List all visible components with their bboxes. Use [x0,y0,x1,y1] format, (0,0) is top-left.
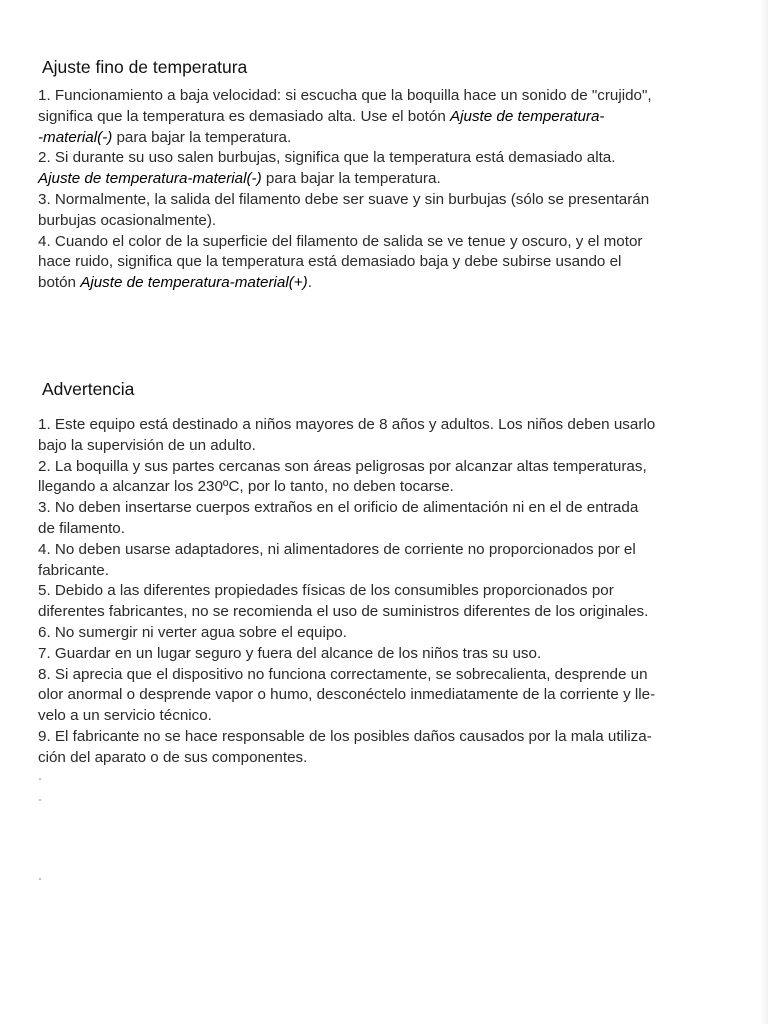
text-run: 1. Este equipo está destinado a niños mayores de 8 años y adultos. Los niños deben usarlo [38,416,656,433]
text-line [38,685,754,706]
text-run: velo a un servicio técnico. [38,707,212,725]
warning-heading: Advertencia [42,379,135,399]
text-run: ción del aparato o de sus componentes. [38,748,308,766]
text-line [38,86,754,107]
text-line [38,727,754,748]
text-line [38,748,754,769]
text-line [38,273,754,294]
scan-speck [39,878,41,880]
text-line [38,519,754,540]
text-run: hace ruido, significa que la temperatura está demasiado baja y debe subirse usando el [38,253,622,271]
text-run: bajo la supervisión de un adulto. [38,436,256,454]
text-run: 3. Normalmente, la salida del filamento debe ser suave y sin burbujas (sólo se presentarán [38,190,650,208]
scan-speck [39,799,41,801]
text-run: 5. Debido a las diferentes propiedades físicas de los consumibles proporcionados por [38,582,614,600]
text-run: 4. Cuando el color de la superficie del filamento de salida se ve tenue y oscuro, y el motor [38,232,643,250]
text-run: 8. Si aprecia que el dispositivo no funciona correctamente, se sobrecalienta, desprende un [38,665,648,683]
text-line [38,190,754,211]
text-run: olor anormal o desprende vapor o humo, desconéctelo inmediatamente de la corriente y lle- [38,686,656,704]
text-line [38,252,754,273]
page-edge-shadow [760,0,768,1024]
text-line [38,232,754,253]
text-line [38,665,754,686]
text-run: 6. No sumergir ni verter agua sobre el equipo. [38,623,347,641]
text-run: 1. Funcionamiento a baja velocidad: si escucha que la boquilla hace un sonido de "crujido", [38,87,652,104]
warning-section [38,378,754,769]
text-run: . [307,274,312,292]
text-line [38,169,754,190]
text-line [38,415,754,436]
text-line [38,477,754,498]
scan-speck [39,778,41,780]
text-line [38,644,754,665]
text-run: llegando a alcanzar los 230ºC, por lo tanto, no deben tocarse. [38,478,454,496]
warning-text [38,415,754,769]
text-run: 2. La boquilla y sus partes cercanas son áreas peligrosas por alcanzar altas temperaturas, [38,457,647,475]
button-name-emphasis: Ajuste de temperatura-material(-) [38,170,262,188]
text-run: 4. No deben usarse adaptadores, ni alimentadores de corriente no proporcionados por el [38,540,636,558]
text-line [38,148,754,169]
text-run: burbujas ocasionalmente). [38,211,217,229]
text-run: botón [38,274,81,292]
text-run: para bajar la temperatura. [261,170,441,188]
text-run: fabricante. [38,561,109,579]
text-line [38,128,754,149]
text-line [38,581,754,602]
text-line [38,540,754,561]
text-run: significa que la temperatura es demasiado alta. Use el botón [38,107,450,125]
text-run: para bajar la temperatura. [112,128,292,146]
button-name-emphasis: Ajuste de temperatura-material(+) [80,274,308,292]
button-name-emphasis: -material(-) [38,128,113,146]
button-name-emphasis: Ajuste de temperatura- [450,107,605,125]
text-run: 9. El fabricante no se hace responsable de los posibles daños causados por la mala utiliza- [38,727,652,745]
text-line [38,706,754,727]
text-line [38,107,754,128]
text-run: 3. No deben insertarse cuerpos extraños en el orificio de alimentación ni en el de entrada [38,499,639,517]
temperature-tuning-section [38,56,754,294]
text-line [38,623,754,644]
text-line [38,436,754,457]
text-run: 2. Si durante su uso salen burbujas, significa que la temperatura está demasiado alta. [38,149,616,167]
text-run: 7. Guardar en un lugar seguro y fuera del alcance de los niños tras su uso. [38,644,542,662]
text-run: de filamento. [38,519,125,537]
text-line [38,561,754,582]
text-line [38,211,754,232]
temperature-tuning-text [38,86,754,294]
text-run: diferentes fabricantes, no se recomienda el uso de suministros diferentes de los originales. [38,603,649,621]
text-line [38,457,754,478]
temperature-tuning-heading: Ajuste fino de temperatura [42,57,248,77]
text-line [38,498,754,519]
text-line [38,602,754,623]
